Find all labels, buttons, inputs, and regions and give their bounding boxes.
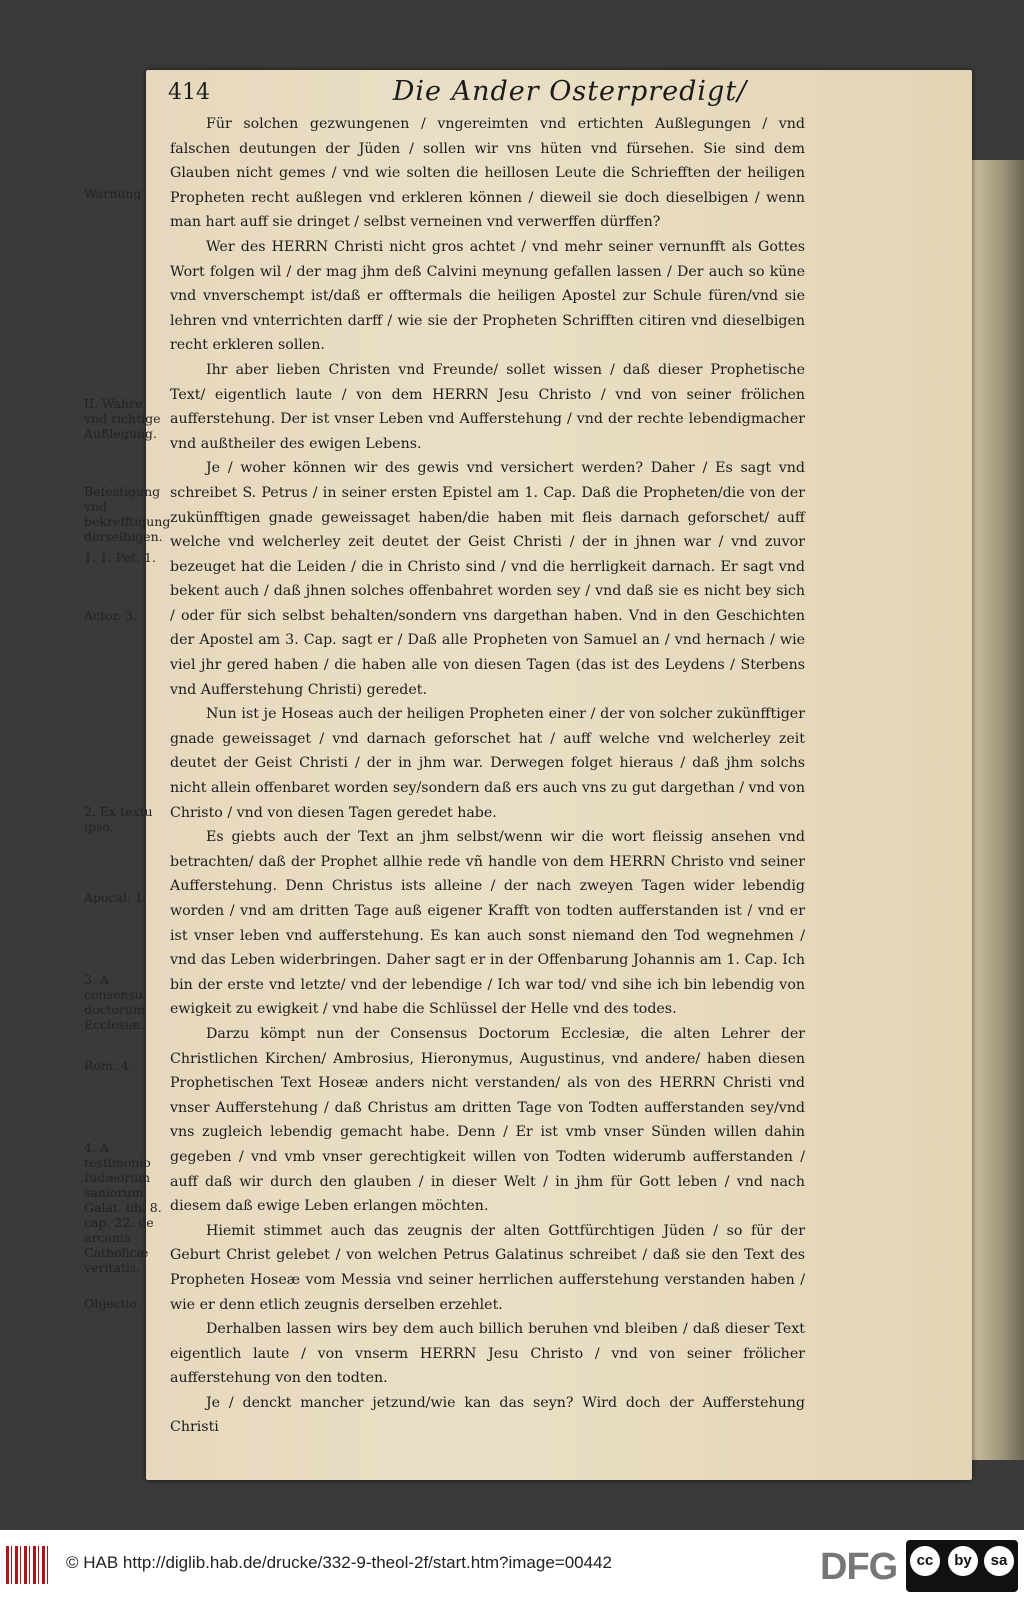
page-body xyxy=(170,112,805,1440)
sa-icon: sa xyxy=(984,1546,1014,1576)
running-header: Die Ander Osterpredigt/ xyxy=(392,76,748,107)
source-credit-link[interactable]: © HAB http://diglib.hab.de/drucke/332-9-theol-2f/start.htm?image=00442 xyxy=(66,1553,612,1572)
paragraph: Hiemit stimmet auch das zeugnis der alten Gottfürchtigen Jüden / so für der Geburt Christ gelebet / von welchen Petrus Galatinus schreibet / daß sie den Text des Propheten Hoseæ vom Messia vnd seiner herrlichen aufferstehung verstanden haben / wie er denn etlich zeugnis derselben erzehlet. xyxy=(170,1222,805,1313)
dfg-logo: DFG xyxy=(820,1546,898,1588)
paragraph: Derhalben lassen wirs bey dem auch billich beruhen vnd bleiben / daß dieser Text eigentlich laute / von vnserm HERRN Jesu Christo / vnd von seiner frölicher aufferstehung von den todten. xyxy=(170,1321,805,1387)
paragraph: Je / woher können wir des gewis vnd versichert werden? Daher / Es sagt vnd schreibet S. Petrus / in seiner ersten Epistel am 1. Cap. Daß die Propheten/die von der zukünfftigen gnade geweissaget haben/die haben mit fleis darnach geforschet/ auff welche vnd welcherley zeit deutet der Geist Christi / der in jhnen war / vnd zuvor bezeuget hat die Leiden / die in Christo sind / vnd die herrligkeit darnach. Er sagt vnd bekent auch / daß jhnen solches offenbahret worden sey / vnd daß sie es nicht bey sich / oder für sich selbst behalten/sondern vns dargethan haben. Vnd in den Geschichten der Apostel am 3. Cap. sagt er / Daß alle Propheten von Samuel an / vnd hernach / wie viel jhr gered haben / die haben alle von diesen Tagen (das ist des Leydens / Sterbens vnd Aufferstehung Christi) geredet. xyxy=(170,460,805,698)
margin-note-rom: Rom. 4. xyxy=(84,1058,133,1073)
paragraph: Wer des HERRN Christi nicht gros achtet / vnd mehr seiner vernunfft als Gottes Wort folgen wil / der mag jhm deß Calvini meynung gefallen lassen / Der auch so küne vnd vnverschempt ist/daß er offtermals die heiligen Apostel zur Schule füren/vnd sie lehren vnd vnterrichten darff / wie sie der Propheten Schrifften citiren vnd dieselbigen recht erkleren sollen. xyxy=(170,238,805,354)
paragraph: Nun ist je Hoseas auch der heiligen Propheten einer / der von solcher zukünfftiger gnade geweissaget / vnd darnach geforschet hat / auff welche vnd welcherley zeit deutet der Geist Christi / der in jhm war. Derwegen folget hieraus / daß jhm solchs nicht allein offenbaret worden sey/sondern daß ers auch vns zu gut dargethan / vnd von Christo / vnd von diesen Tagen geredet habe. xyxy=(170,706,805,821)
margin-note-confirmation: Befestigung vnd bekrefftigung derselbigen. xyxy=(84,484,171,544)
paragraph: Je / denckt mancher jetzund/wie kan das seyn? Wird doch der Aufferstehung Christi xyxy=(170,1394,805,1436)
margin-note-1pet: 1. 1. Pet. 1. xyxy=(84,550,156,565)
margin-note-warning: Warnung xyxy=(84,186,142,201)
margin-note-true-interpretation: II. Wahre vnd richtige Außlegung. xyxy=(84,396,161,441)
page-number: 414 xyxy=(168,80,210,105)
paragraph: Für solchen gezwungenen / vngereimten vnd ertichten Außlegungen / vnd falschen deutungen der Jüden / sollen wir vns hüten vnd fürsehen. Sie sind dem Glauben nicht gemes / vnd wie solten die heillosen Leute die Schriefften der heiligen Propheten recht außlegen vnd erkleren können / dieweil sie doch dieselbigen / wenn man hart auff sie dringet / selbst verneinen vnd verwerffen dürffen? xyxy=(170,116,805,231)
margin-note-testimonio: 4. A testimonio Iudæorum saniorum. Galat. lib. 8. cap. 22. de arcanis Catholicæ veritatis. xyxy=(84,1140,162,1275)
paragraph: Es giebts auch der Text an jhm selbst/wenn wir die wort fleissig ansehen vnd betrachten/ daß der Prophet allhie rede vñ handle von dem HERRN Christo vnd seiner Aufferstehung. Denn Christus ists alleine / der nach zweyen Tagen wider lebendig worden / vnd am dritten Tage auß eigener Krafft von todten aufferstanden ist / vnd er ist vnser leben vnd aufferstehung. Es kan auch sonst niemand den Tod wegnehmen / vnd das Leben widerbringen. Daher sagt er in der Offenbarung Johannis am 1. Cap. Ich bin der erste vnd letzte/ vnd der lebendige / Ich war tod/ vnd sihe ich bin lebendig von ewigkeit zu ewigkeit / vnd habe die Schlüssel der Helle vnd des todes. xyxy=(170,829,805,1018)
margin-note-consensu: 3. A consensu doctorum Ecclesiæ. xyxy=(84,972,145,1032)
license-badge[interactable] xyxy=(906,1540,1018,1592)
next-page-edge xyxy=(972,160,1024,1460)
margin-note-ex-textu: 2. Ex textu ipso. xyxy=(84,804,153,834)
paragraph: Ihr aber lieben Christen vnd Freunde/ sollet wissen / daß dieser Prophetische Text/ eigentlich laute / von dem HERRN Jesu Christo / vnd von seiner frölichen aufferstehung. Der ist vnser Leben vnd Aufferstehung / vnd der rechte lebendigmacher vnd außtheiler des ewigen Lebens. xyxy=(170,361,805,452)
by-icon: by xyxy=(948,1546,978,1576)
margin-note-apocal: Apocal. 1. xyxy=(84,890,147,905)
paragraph: Darzu kömpt nun der Consensus Doctorum Ecclesiæ, die alten Lehrer der Christlichen Kirchen/ Ambrosius, Hieronymus, Augustinus, vnd andere/ haben diesen Prophetischen Text Hoseæ anders nicht verstanden/ als von des HERRN Christi vnd vnser Aufferstehung / daß Christus am dritten Tage von Todten aufferstanden sey/vnd vns zugleich lebendig gemacht habe. Denn / Er ist vmb vnser Sünden willen dahin gegeben / vnd vmb vnser gerechtigkeit willen von Todten widerumb aufferstanden / auff daß wir durch den glauben / in dieser Welt / in jhm für Gott leben / vnd nach diesem daß ewige Leben erlangen möchten. xyxy=(170,1025,805,1215)
margin-note-objectio: Objectio. xyxy=(84,1296,141,1311)
margin-note-actor: Actor. 3. xyxy=(84,608,138,623)
barcode-logo-icon xyxy=(6,1546,48,1584)
cc-icon: cc xyxy=(910,1546,940,1576)
